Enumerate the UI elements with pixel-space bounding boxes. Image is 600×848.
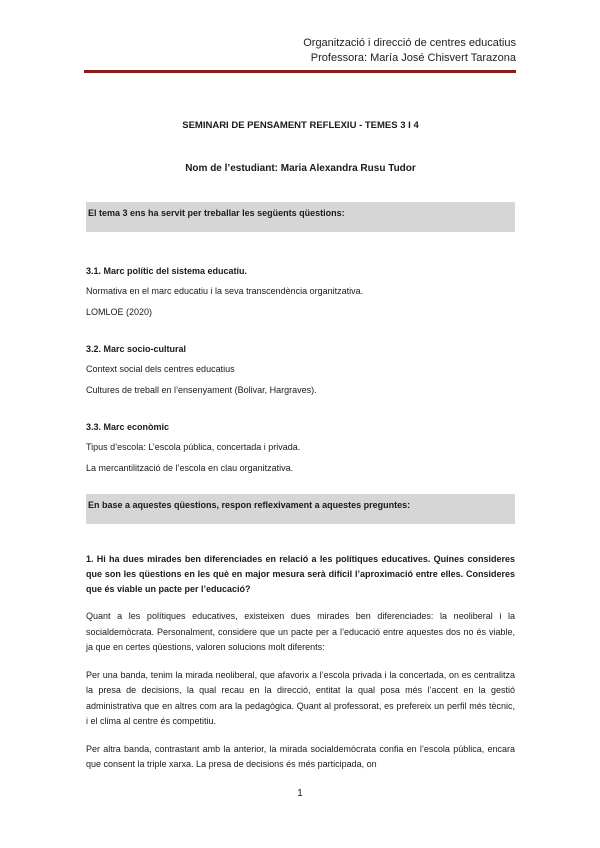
section-line: Context social dels centres educatius — [86, 364, 235, 374]
page-header — [303, 36, 516, 66]
page-number: 1 — [297, 788, 303, 799]
section-line: La mercantilització de l’escola en clau organitzativa. — [86, 463, 294, 473]
document-body — [86, 120, 515, 773]
section-3-1 — [86, 266, 515, 318]
student-name: Nom de l’estudiant: Maria Alexandra Rusu Tudor — [185, 163, 416, 174]
section-3-3 — [86, 422, 515, 474]
section-line: Normativa en el marc educatiu i la seva transcendència organitzativa. — [86, 286, 364, 296]
section-line: Cultures de treball en l’ensenyament (Bolivar, Hargraves). — [86, 385, 317, 395]
question-1: 1. Hi ha dues mirades ben diferenciades en relació a les polítiques educatives. Quines consideres que son les qüestions en les què en major mesura serà difícil l’aproximació entre elles. Consideres que és viable un pacte per l’educació? — [86, 554, 515, 594]
section-line: LOMLOE (2020) — [86, 307, 153, 317]
section-title: 3.3. Marc econòmic — [86, 422, 170, 432]
questions-box: En base a aquestes qüestions, respon reflexivament a aquestes preguntes: — [86, 494, 515, 524]
section-title: 3.2. Marc socio-cultural — [86, 344, 187, 354]
header-divider — [84, 70, 516, 73]
answer-paragraph: Per una banda, tenim la mirada neoliberal, que afavorix a l’escola privada i la concertada, on es centralitza la presa de decisions, la qual recau en la direcció, entitat la qual posa més l’accent en la gestió administrativa que en altres com ara la pedagògica. Quant al professorat, es prefereix un perfil més tècnic, i el clima al centre és competitiu. — [86, 669, 515, 726]
professor-name: Professora: María José Chisvert Tarazona — [310, 52, 516, 64]
section-title: 3.1. Marc polític del sistema educatiu. — [86, 266, 248, 276]
answer-paragraph: Per altra banda, contrastant amb la anterior, la mirada socialdemòcrata confia en l’escola pública, encara que consent la triple xarxa. La presa de decisions és més participada, on — [86, 743, 515, 769]
section-line: Tipus d’escola: L’escola pública, concertada i privada. — [86, 442, 301, 452]
answer-paragraph: Quant a les polítiques educatives, existeixen dues mirades ben diferenciades: la neoliberal i la socialdemòcrata. Personalment, considere que un pacte per a l’educació entre aquestes dos no és viable, ja que en certes qüestions, valoren solucions molt diferents: — [86, 611, 515, 652]
document-title: SEMINARI DE PENSAMENT REFLEXIU - TEMES 3 I 4 — [182, 120, 419, 131]
section-3-2 — [86, 344, 515, 396]
course-title: Organització i direcció de centres educatius — [303, 37, 516, 49]
intro-box: El tema 3 ens ha servit per treballar les següents qüestions: — [86, 202, 515, 232]
